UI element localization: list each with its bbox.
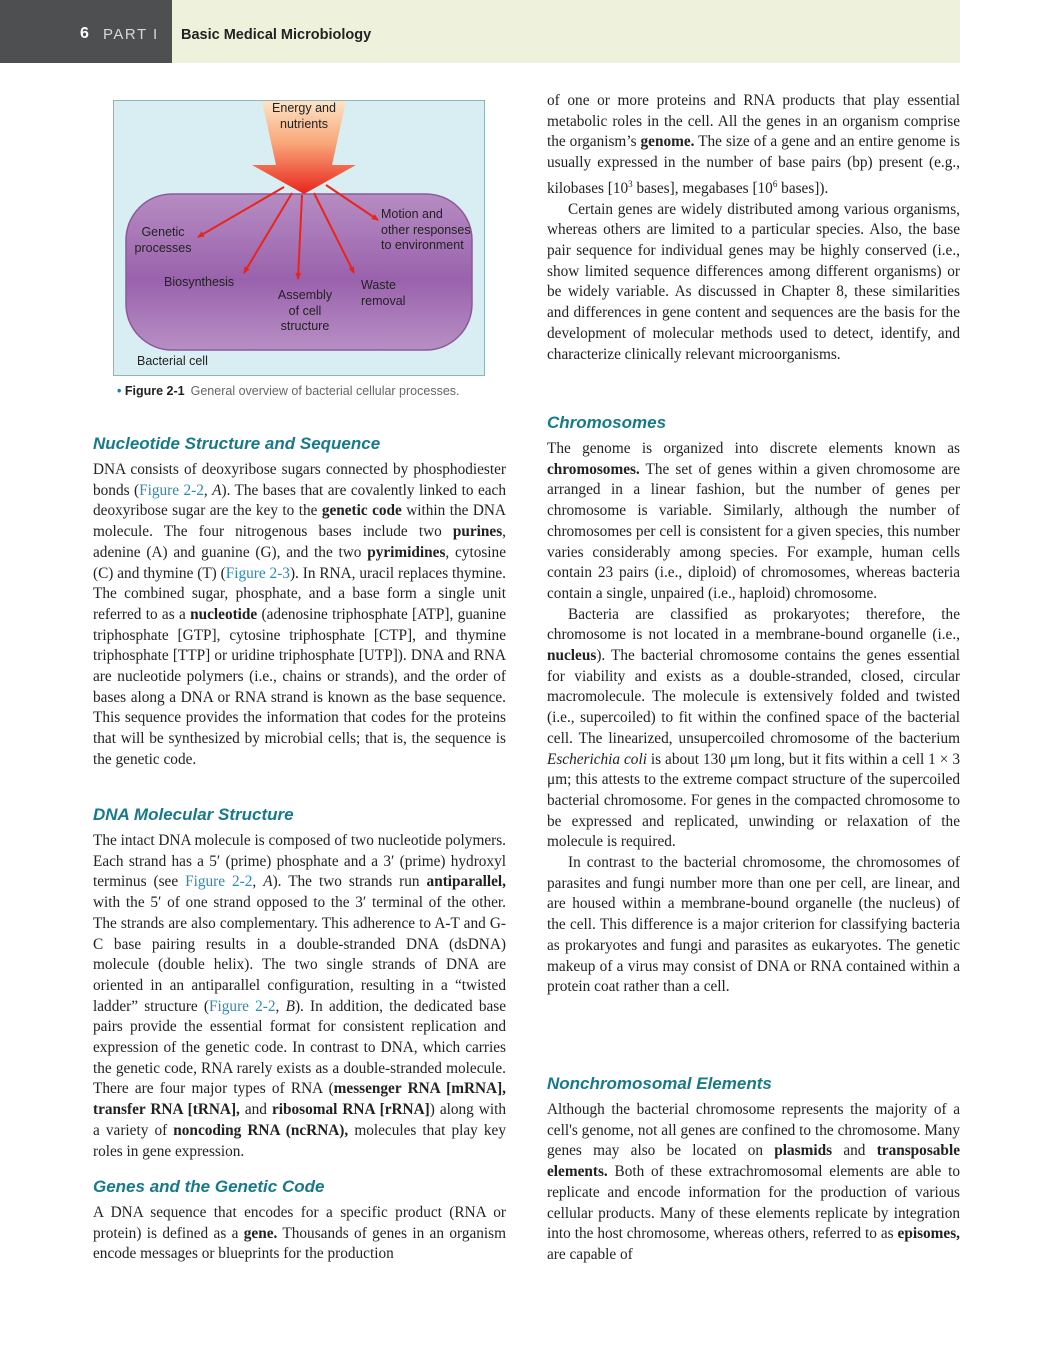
- paragraph-genome: of one or more proteins and RNA products that play essential metabolic roles in the cell. All the genes in an organism comprise the organism’s genome. The size of a gene and an entire genome is usually expressed in the number of base pairs (bp) present (e.g., kilobases [$10^3$ bases], megabases [$10^6$ bases]).: [547, 92, 960, 197]
- right-column-top: [547, 91, 960, 365]
- figure-2-1: [113, 100, 485, 376]
- left-column-sec3: [93, 1177, 506, 1265]
- paragraph-nucleotide: DNA consists of deoxyribose sugars connected by phosphodiester bonds (Figure 2-2, A). The bases that are covalently linked to each deoxyribose sugar are the key to the genetic code within the DNA molecule. The four nitrogenous bases include two purines, adenine (A) and guanine (G), and the two pyrimidines, cytosine (C) and thymine (T) (Figure 2-3). In RNA, uracil replaces thymine. The combined sugar, phosphate, and a base form a single unit referred to as a nucleotide (adenosine triphosphate [ATP], guanine triphosphate [GTP], cytosine triphosphate [CTP], and thymine triphosphate [TTP] or uridine triphosphate [UTP]). DNA and RNA are nucleotide polymers (i.e., chains or strands), and the order of bases along a DNA or RNA strand is known as the base sequence. This sequence provides the information that codes for the proteins that will be synthesized by microbial cells; that is, the sequence is the genetic code.: [93, 461, 507, 768]
- link-figure-2-2[interactable]: Figure 2-2: [185, 873, 253, 891]
- section-title-nonchromosomal: Nonchromosomal Elements: [547, 1074, 772, 1093]
- page-header: [0, 0, 960, 63]
- section-title-dna-molecular: DNA Molecular Structure: [93, 805, 294, 824]
- left-column-sec1: [93, 434, 506, 771]
- figure-caption-text: General overview of bacterial cellular processes.: [190, 384, 460, 398]
- right-column-chromosomes: [547, 413, 960, 998]
- paragraph-dna-molecular: The intact DNA molecule is composed of two nucleotide polymers. Each strand has a 5′ (prime) phosphate and a 3′ (prime) hydroxyl terminus (see Figure 2-2, A). The two strands run antiparallel, with the 5′ of one strand opposed to the 3′ terminal of the other. The strands are also complementary. This adherence to A-T and G-C base pairing results in a double-stranded DNA (dsDNA) molecule (double helix). The two single strands of DNA are oriented in an antiparallel configuration, resulting in a “twisted ladder” structure (Figure 2-2, B). In addition, the dedicated base pairs provide the essential format for consistent replication and expression of the genetic code. In contrast to DNA, which carries the genetic code, RNA rarely exists as a double-stranded molecule. There are four major types of RNA (messenger RNA [mRNA], transfer RNA [tRNA], and ribosomal RNA [rRNA]) along with a variety of noncoding RNA (ncRNA), molecules that play key roles in gene expression.: [93, 832, 507, 1160]
- paragraph-gene-distribution: Certain genes are widely distributed among various organisms, whereas others are limited to a particular species. Also, the base pair sequence for individual genes may be highly conserved (i.e., show limited sequence differences among different organisms) or be widely variable. As discussed in Chapter 8, these similarities and differences in gene content and sequences are the basis for the development of molecular methods used to detect, identify, and characterize clinically relevant microorganisms.: [547, 200, 960, 363]
- label-waste-removal: Waste removal: [361, 278, 406, 308]
- section-title-genes: Genes and the Genetic Code: [93, 1177, 325, 1196]
- figure-caption: • Figure 2-1 General overview of bacterial cellular processes.: [117, 384, 460, 398]
- figure-number: Figure 2-1: [124, 384, 185, 398]
- section-title-chromosomes: Chromosomes: [547, 413, 667, 432]
- part-label: PART I: [103, 26, 159, 43]
- label-bacterial-cell: Bacterial cell: [137, 354, 208, 368]
- right-column-nonchromosomal: [547, 1074, 960, 1266]
- paragraph-eukaryotes: In contrast to the bacterial chromosome, the chromosomes of parasites and fungi number more than one per cell, are linear, and are housed within a membrane-bound organelle (the nucleus) of the cell. This difference is a major criterion for classifying bacteria as prokaryotes and fungi and parasites as eukaryotes. The genetic makeup of a virus may consist of DNA or RNA contained within a protein coat rather than a cell.: [547, 854, 960, 996]
- paragraph-genes: A DNA sequence that encodes for a specific product (RNA or protein) is defined as a gene. Thousands of genes in an organism encode messages or blueprints for the production: [93, 1204, 507, 1263]
- left-column-sec2: [93, 805, 506, 1162]
- label-motion: Motion and other responses to environment: [381, 207, 471, 252]
- page-number: 6: [80, 25, 89, 42]
- chapter-running-title: Basic Medical Microbiology: [181, 27, 372, 43]
- paragraph-chromosomes: The genome is organized into discrete elements known as chromosomes. The set of genes within a given chromosome are arranged in a linear fashion, but the number of genes per chromosome is variable. Similarly, although the number of chromosomes per cell is consistent for a given species, this number varies considerably among species. For example, human cells contain 23 pairs (i.e., diploid) of chromosomes, whereas bacteria contain a single, unpaired (i.e., haploid) chromosome.: [547, 440, 960, 602]
- header-tab: [0, 0, 172, 63]
- link-figure-2-2[interactable]: Figure 2-2: [209, 997, 276, 1015]
- link-figure-2-3[interactable]: Figure 2-3: [225, 564, 290, 582]
- label-energy: Energy and nutrients: [272, 101, 336, 131]
- section-title-nucleotide: Nucleotide Structure and Sequence: [93, 434, 381, 453]
- paragraph-prokaryotes: Bacteria are classified as prokaryotes; therefore, the chromosome is not located in a membrane-bound organelle (i.e., nucleus). The bacterial chromosome contains the genes essential for viability and exists as a double-stranded, closed, circular macromolecule. The molecule is extensively folded and twisted (i.e., supercoiled) to fit within the confined space of the bacterial cell. The linearized, unsupercoiled chromosome of the bacterium Escherichia coli is about 130 μm long, but it fits within a cell 1 × 3 μm; this attests to the extreme compact structure of the supercoiled bacterial chromosome. For genes in the compacted chromosome to be expressed and replicated, unwinding or relaxation of the molecule is required.: [547, 605, 960, 851]
- label-biosynthesis: Biosynthesis: [164, 275, 235, 289]
- label-assembly: Assembly of cell structure: [277, 288, 333, 333]
- paragraph-nonchromosomal: Although the bacterial chromosome represents the majority of a cell's genome, not all genes are confined to the chromosome. Many genes may also be located on plasmids and transposable elements. Both of these extrachromosomal elements are able to replicate and encode information for the production of various cellular products. Many of these elements replicate by integration into the host chromosome, whereas others, referred to as episomes, are capable of: [547, 1101, 960, 1263]
- label-genetic-processes: Genetic processes: [134, 225, 192, 255]
- link-figure-2-2[interactable]: Figure 2-2: [139, 481, 204, 499]
